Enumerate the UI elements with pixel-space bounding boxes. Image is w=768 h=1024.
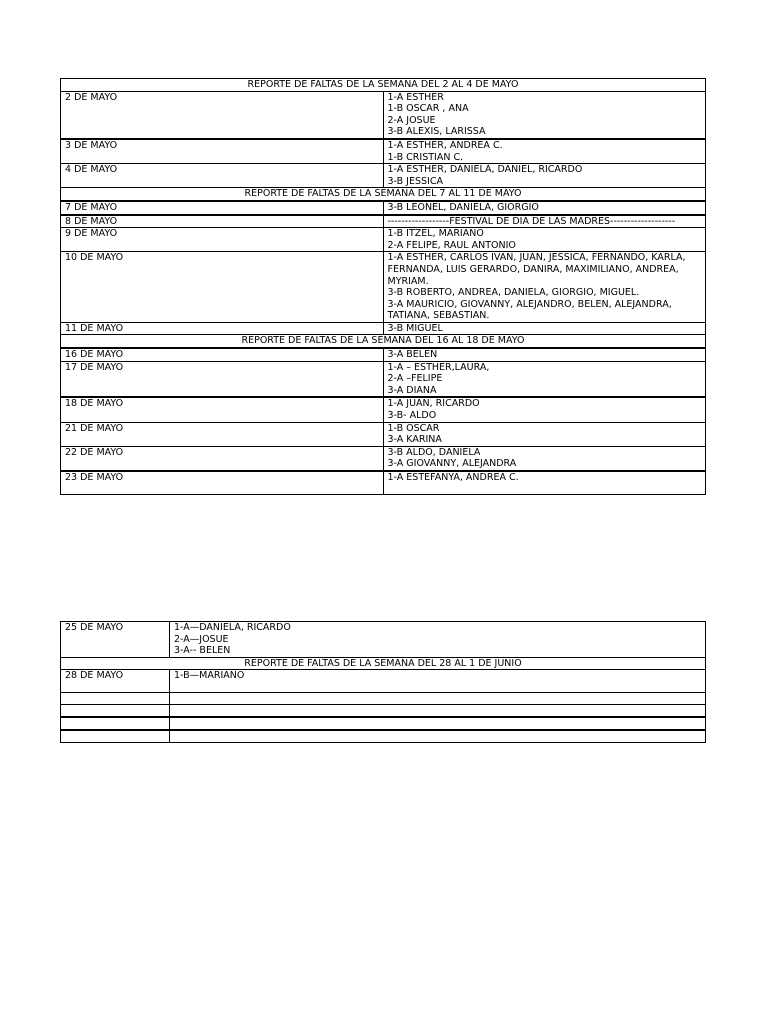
table-row [61, 348, 706, 361]
absence-line: 1-A – ESTHER,LAURA, [387, 361, 490, 373]
absences-cell [383, 139, 706, 164]
table-row [61, 322, 706, 335]
table-row [61, 228, 706, 252]
absences-cell [383, 164, 706, 188]
week-header: REPORTE DE FALTAS DE LA SEMANA DEL 28 AL 1 DE JUNIO [61, 657, 706, 670]
absences-cell [383, 228, 706, 252]
absence-line: 1-A ESTHER, ANDREA C. [387, 139, 503, 151]
absence-line: 3-A MAURICIO, GIOVANNY, ALEJANDRO, BELEN, ALEJANDRA, TATIANA, SEBASTIAN. [387, 298, 672, 322]
absence-line: 1-B—MARIANO [174, 670, 245, 682]
absence-line: 3-B ROBERTO, ANDREA, DANIELA, GIORGIO, MIGUEL. [387, 287, 640, 299]
absence-line: 2-A –FELIPE [387, 373, 443, 385]
table-row [61, 422, 706, 446]
absences-cell [170, 693, 706, 705]
absence-line: 2-A JOSUE [387, 114, 436, 126]
absences-cell [383, 322, 706, 335]
absences-cell [383, 215, 706, 228]
absences-cell [170, 622, 706, 658]
absence-line: 3-A GIOVANNY, ALEJANDRA [387, 458, 517, 470]
absence-line: 1-A ESTHER, DANIELA, DANIEL, RICARDO [387, 164, 583, 176]
week-header: REPORTE DE FALTAS DE LA SEMANA DEL 7 AL 11 DE MAYO [61, 188, 706, 201]
date-cell [61, 717, 170, 730]
absences-cell [383, 91, 706, 139]
date-cell [61, 705, 170, 718]
week-header: REPORTE DE FALTAS DE LA SEMANA DEL 2 AL 4 DE MAYO [61, 79, 706, 92]
empty-row [61, 705, 706, 718]
absence-report-table-2 [60, 621, 706, 743]
date-cell: 28 DE MAYO [61, 670, 170, 693]
date-cell: 10 DE MAYO [61, 252, 384, 323]
table-row [61, 361, 706, 397]
date-cell: 4 DE MAYO [61, 164, 384, 188]
table-row [61, 622, 706, 658]
absences-cell [170, 705, 706, 718]
date-cell: 18 DE MAYO [61, 397, 384, 422]
date-cell: 2 DE MAYO [61, 91, 384, 139]
absences-cell [383, 201, 706, 215]
table-row [61, 164, 706, 188]
absence-line: 1-A—DANIELA, RICARDO [174, 622, 291, 633]
absences-cell [170, 717, 706, 730]
absence-line: 2-A—JOSUE [174, 633, 229, 645]
absence-line: 2-A FELIPE, RAUL ANTONIO [387, 239, 516, 251]
absence-line: 1-B OSCAR [387, 422, 440, 434]
absences-cell [383, 471, 706, 495]
table-row [61, 670, 706, 693]
date-cell: 16 DE MAYO [61, 348, 384, 361]
empty-row [61, 693, 706, 705]
table-row [61, 471, 706, 495]
absences-cell [170, 730, 706, 743]
absence-line: 1-B CRISTIAN C. [387, 151, 464, 163]
table-row [61, 252, 706, 323]
table-row [61, 139, 706, 164]
absence-line: 1-A ESTEFANYA, ANDREA C. [387, 472, 519, 483]
absences-cell [383, 252, 706, 323]
absence-line: 3-A-- BELEN [174, 645, 231, 657]
absence-line: 1-A JUAN, RICARDO [387, 398, 480, 410]
absence-line: 3-A BELEN [387, 349, 438, 361]
date-cell: 9 DE MAYO [61, 228, 384, 252]
absences-cell [383, 446, 706, 471]
absence-line: 1-B ITZEL, MARIANO [387, 228, 484, 240]
absences-cell [383, 348, 706, 361]
absence-line: 1-A ESTHER, CARLOS IVAN, JUAN, JESSICA, FERNANDO, KARLA, FERNANDA, LUIS GERARDO, DANIRA, MAXIMILIANO, ANDREA, MYRIAM. [387, 252, 686, 287]
absence-line: 3-B ALDO, DANIELA [387, 446, 481, 458]
empty-row [61, 730, 706, 743]
absences-cell [383, 422, 706, 446]
date-cell [61, 730, 170, 743]
date-cell: 3 DE MAYO [61, 139, 384, 164]
absence-line: 1-A ESTHER [387, 91, 444, 103]
table-row [61, 215, 706, 228]
date-cell: 7 DE MAYO [61, 201, 384, 215]
date-cell: 22 DE MAYO [61, 446, 384, 471]
absence-line: 3-B- ALDO [387, 410, 437, 422]
date-cell: 8 DE MAYO [61, 215, 384, 228]
date-cell [61, 693, 170, 705]
absence-line: 3-A KARINA [387, 434, 442, 446]
week-header: REPORTE DE FALTAS DE LA SEMANA DEL 16 AL 18 DE MAYO [61, 335, 706, 348]
absence-line: 1-B OSCAR , ANA [387, 103, 469, 115]
table-row [61, 397, 706, 422]
absence-line: ------------------FESTIVAL DE DIA DE LAS MADRES------------------- [387, 215, 676, 227]
absence-line: 3-B JESSICA [387, 175, 443, 187]
date-cell: 17 DE MAYO [61, 361, 384, 397]
absence-line: 3-A DIANA [387, 384, 437, 396]
table-row [61, 201, 706, 215]
absences-cell [383, 361, 706, 397]
date-cell: 11 DE MAYO [61, 322, 384, 335]
absences-cell [170, 670, 706, 693]
table-row [61, 91, 706, 139]
empty-row [61, 717, 706, 730]
absence-line: 3-B LEONEL, DANIELA, GIORGIO [387, 201, 539, 213]
absence-line: 3-B ALEXIS, LARISSA [387, 126, 486, 138]
date-cell: 21 DE MAYO [61, 422, 384, 446]
absences-cell [383, 397, 706, 422]
absence-line: 3-B MIGUEL [387, 322, 443, 334]
date-cell: 25 DE MAYO [61, 622, 170, 658]
absence-report-table-1 [60, 78, 706, 495]
date-cell: 23 DE MAYO [61, 471, 384, 495]
table-row [61, 446, 706, 471]
